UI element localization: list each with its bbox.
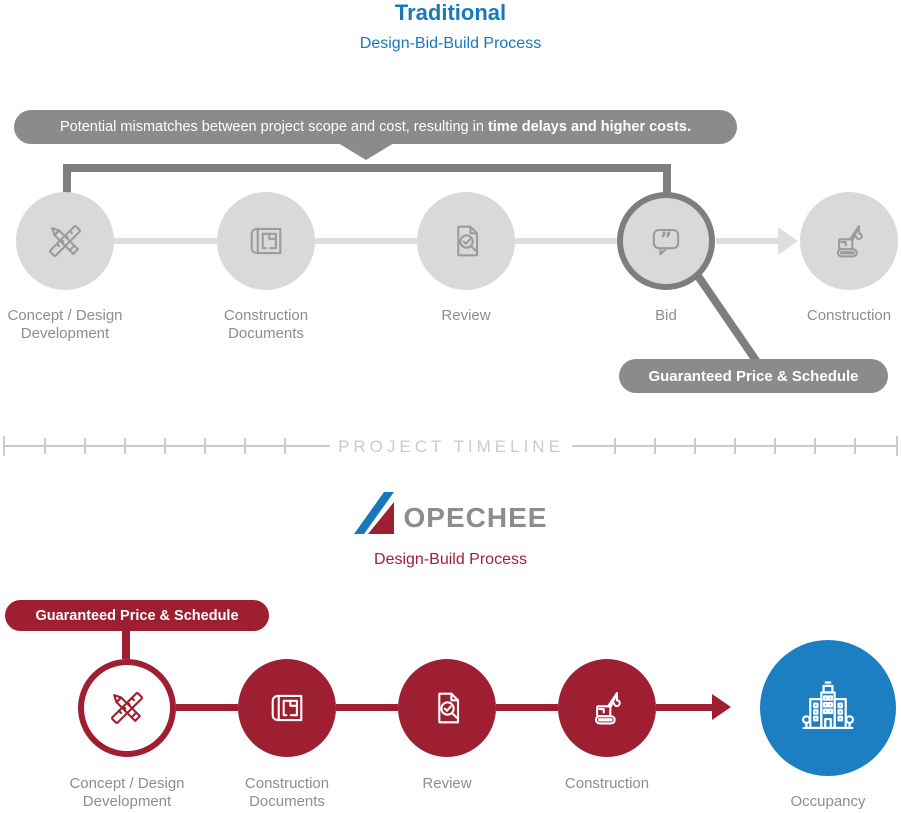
step-circle-construction xyxy=(558,659,656,757)
step-circle-review xyxy=(398,659,496,757)
arrowhead-icon xyxy=(712,694,731,720)
timeline-label: PROJECT TIMELINE xyxy=(338,437,564,456)
arrowhead-icon xyxy=(778,227,798,255)
banner-text: Potential mismatches between project scope and cost, resulting in xyxy=(59,119,488,135)
step-circle-bid xyxy=(617,192,715,290)
document-review-icon xyxy=(444,219,488,263)
step-label: Construction Documents xyxy=(223,307,309,342)
step-circle-occupancy xyxy=(760,640,896,776)
step-label: Construction xyxy=(564,775,650,792)
step-label: Bid xyxy=(655,307,677,324)
design-build-subtitle: Design-Build Process xyxy=(374,551,527,568)
step-label: Review xyxy=(422,775,472,792)
step-label: Concept / Design Development xyxy=(7,307,123,342)
crane-icon xyxy=(827,219,871,263)
document-review-icon xyxy=(425,686,469,730)
step-label: Construction xyxy=(806,307,892,324)
guaranteed-price-badge-gray: Guaranteed Price & Schedule xyxy=(619,359,888,393)
crane-icon xyxy=(585,686,629,730)
opechee-logo-mark-icon xyxy=(354,492,402,534)
connector-arrow-line xyxy=(716,238,778,244)
connector-line xyxy=(515,238,617,244)
blueprint-icon xyxy=(244,219,288,263)
connector-arrow-line xyxy=(656,704,712,711)
connector-line xyxy=(496,704,558,711)
step-circle-concept xyxy=(78,659,176,757)
banner-pointer-arrow xyxy=(338,143,394,160)
badge-drop-line xyxy=(122,631,130,659)
opechee-logo-text: OPECHEE xyxy=(403,502,548,533)
blueprint-icon xyxy=(265,686,309,730)
step-label: Concept / Design Development xyxy=(69,775,185,810)
step-label: Occupancy xyxy=(790,793,866,810)
mismatch-banner xyxy=(14,110,737,144)
step-circle-concept xyxy=(16,192,114,290)
step-circle-construction xyxy=(800,192,898,290)
connector-line xyxy=(114,238,217,244)
step-circle-documents xyxy=(238,659,336,757)
connector-line xyxy=(315,238,417,244)
step-label: Review xyxy=(441,307,491,324)
traditional-subtitle: Design-Bid-Build Process xyxy=(359,35,542,52)
opechee-logo xyxy=(0,492,901,534)
design-tools-icon xyxy=(43,219,87,263)
step-circle-documents xyxy=(217,192,315,290)
traditional-title: Traditional xyxy=(394,0,507,25)
design-tools-icon xyxy=(105,686,149,730)
quote-bubble-icon xyxy=(644,219,688,263)
connector-line xyxy=(336,704,398,711)
bracket-horizontal-line xyxy=(63,164,671,172)
guaranteed-price-badge-red: Guaranteed Price & Schedule xyxy=(5,600,269,631)
step-label: Construction Documents xyxy=(244,775,330,810)
project-timeline-ruler xyxy=(0,430,901,464)
building-icon xyxy=(797,677,859,739)
connector-line xyxy=(176,704,238,711)
banner-text-bold: time delays and higher costs. xyxy=(487,119,692,135)
step-circle-review xyxy=(417,192,515,290)
bracket-left-drop xyxy=(63,164,71,194)
